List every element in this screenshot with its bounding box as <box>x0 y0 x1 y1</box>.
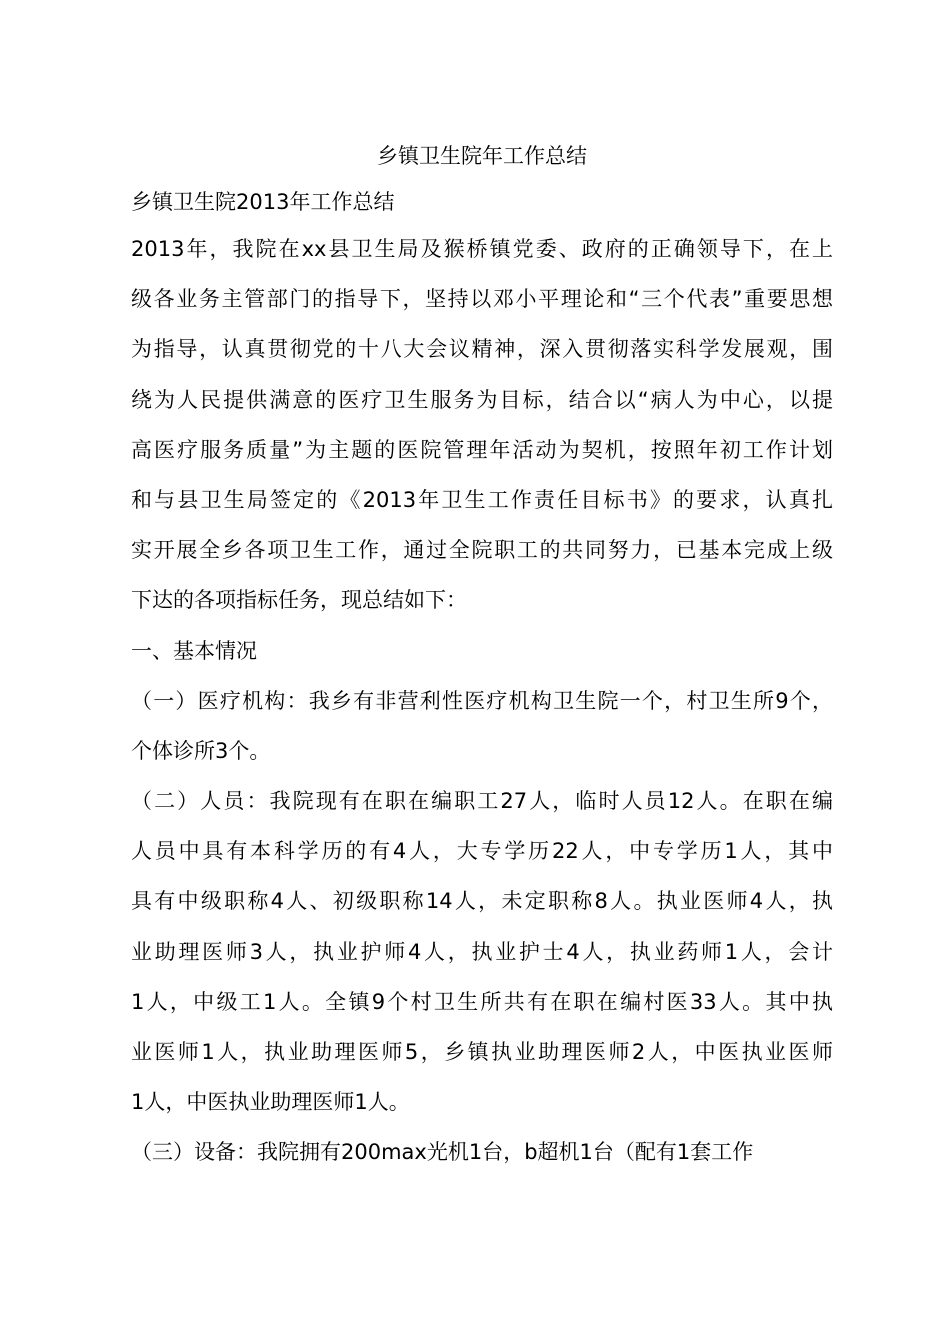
text-line: 1人，中级工1人。全镇9个村卫生所共有在职在编村医33人。其中执 <box>131 989 833 1014</box>
text-line: （三）设备：我院拥有200max光机1台，b超机1台（配有1套工作 <box>131 1140 754 1165</box>
text-line: 具有中级职称4人、初级职称14人，未定职称8人。执业医师4人，执 <box>131 889 833 914</box>
text-line: 绕为人民提供满意的医疗卫生服务为目标，结合以“病人为中心，以提 <box>131 387 833 412</box>
text-line: 1人，中医执业助理医师1人。 <box>131 1090 410 1115</box>
text-line: （二）人员：我院现有在职在编职工27人，临时人员12人。在职在编 <box>131 789 833 814</box>
text-line: 高医疗服务质量”为主题的医院管理年活动为契机，按照年初工作计划 <box>131 437 833 462</box>
text-line: 一、基本情况 <box>131 638 257 663</box>
text-line: 为指导，认真贯彻党的十八大会议精神，深入贯彻落实科学发展观，围 <box>131 337 833 362</box>
text-line: 下达的各项指标任务，现总结如下： <box>131 588 467 613</box>
document-title: 乡镇卫生院年工作总结 <box>377 144 587 168</box>
text-line: （一）医疗机构：我乡有非营利性医疗机构卫生院一个，村卫生所9个， <box>131 688 833 713</box>
text-line: 业助理医师3人，执业护师4人，执业护士4人，执业药师1人，会计 <box>131 939 833 964</box>
text-line: 个体诊所3个。 <box>131 738 271 763</box>
text-line: 2013年，我院在xx县卫生局及猴桥镇党委、政府的正确领导下，在上 <box>131 237 833 261</box>
text-line: 人员中具有本科学历的有4人，大专学历22人，中专学历1人，其中 <box>131 839 833 864</box>
text-line: 级各业务主管部门的指导下，坚持以邓小平理论和“三个代表”重要思想 <box>131 287 833 312</box>
text-line: 和与县卫生局签定的《2013年卫生工作责任目标书》的要求，认真扎 <box>131 487 833 512</box>
document-body <box>131 136 833 1178</box>
document-subtitle: 乡镇卫生院2013年工作总结 <box>131 190 395 214</box>
text-line: 业医师1人，执业助理医师5，乡镇执业助理医师2人，中医执业医师 <box>131 1040 833 1064</box>
text-line: 实开展全乡各项卫生工作，通过全院职工的共同努力，已基本完成上级 <box>131 538 833 563</box>
paragraph-lines <box>131 224 833 1178</box>
